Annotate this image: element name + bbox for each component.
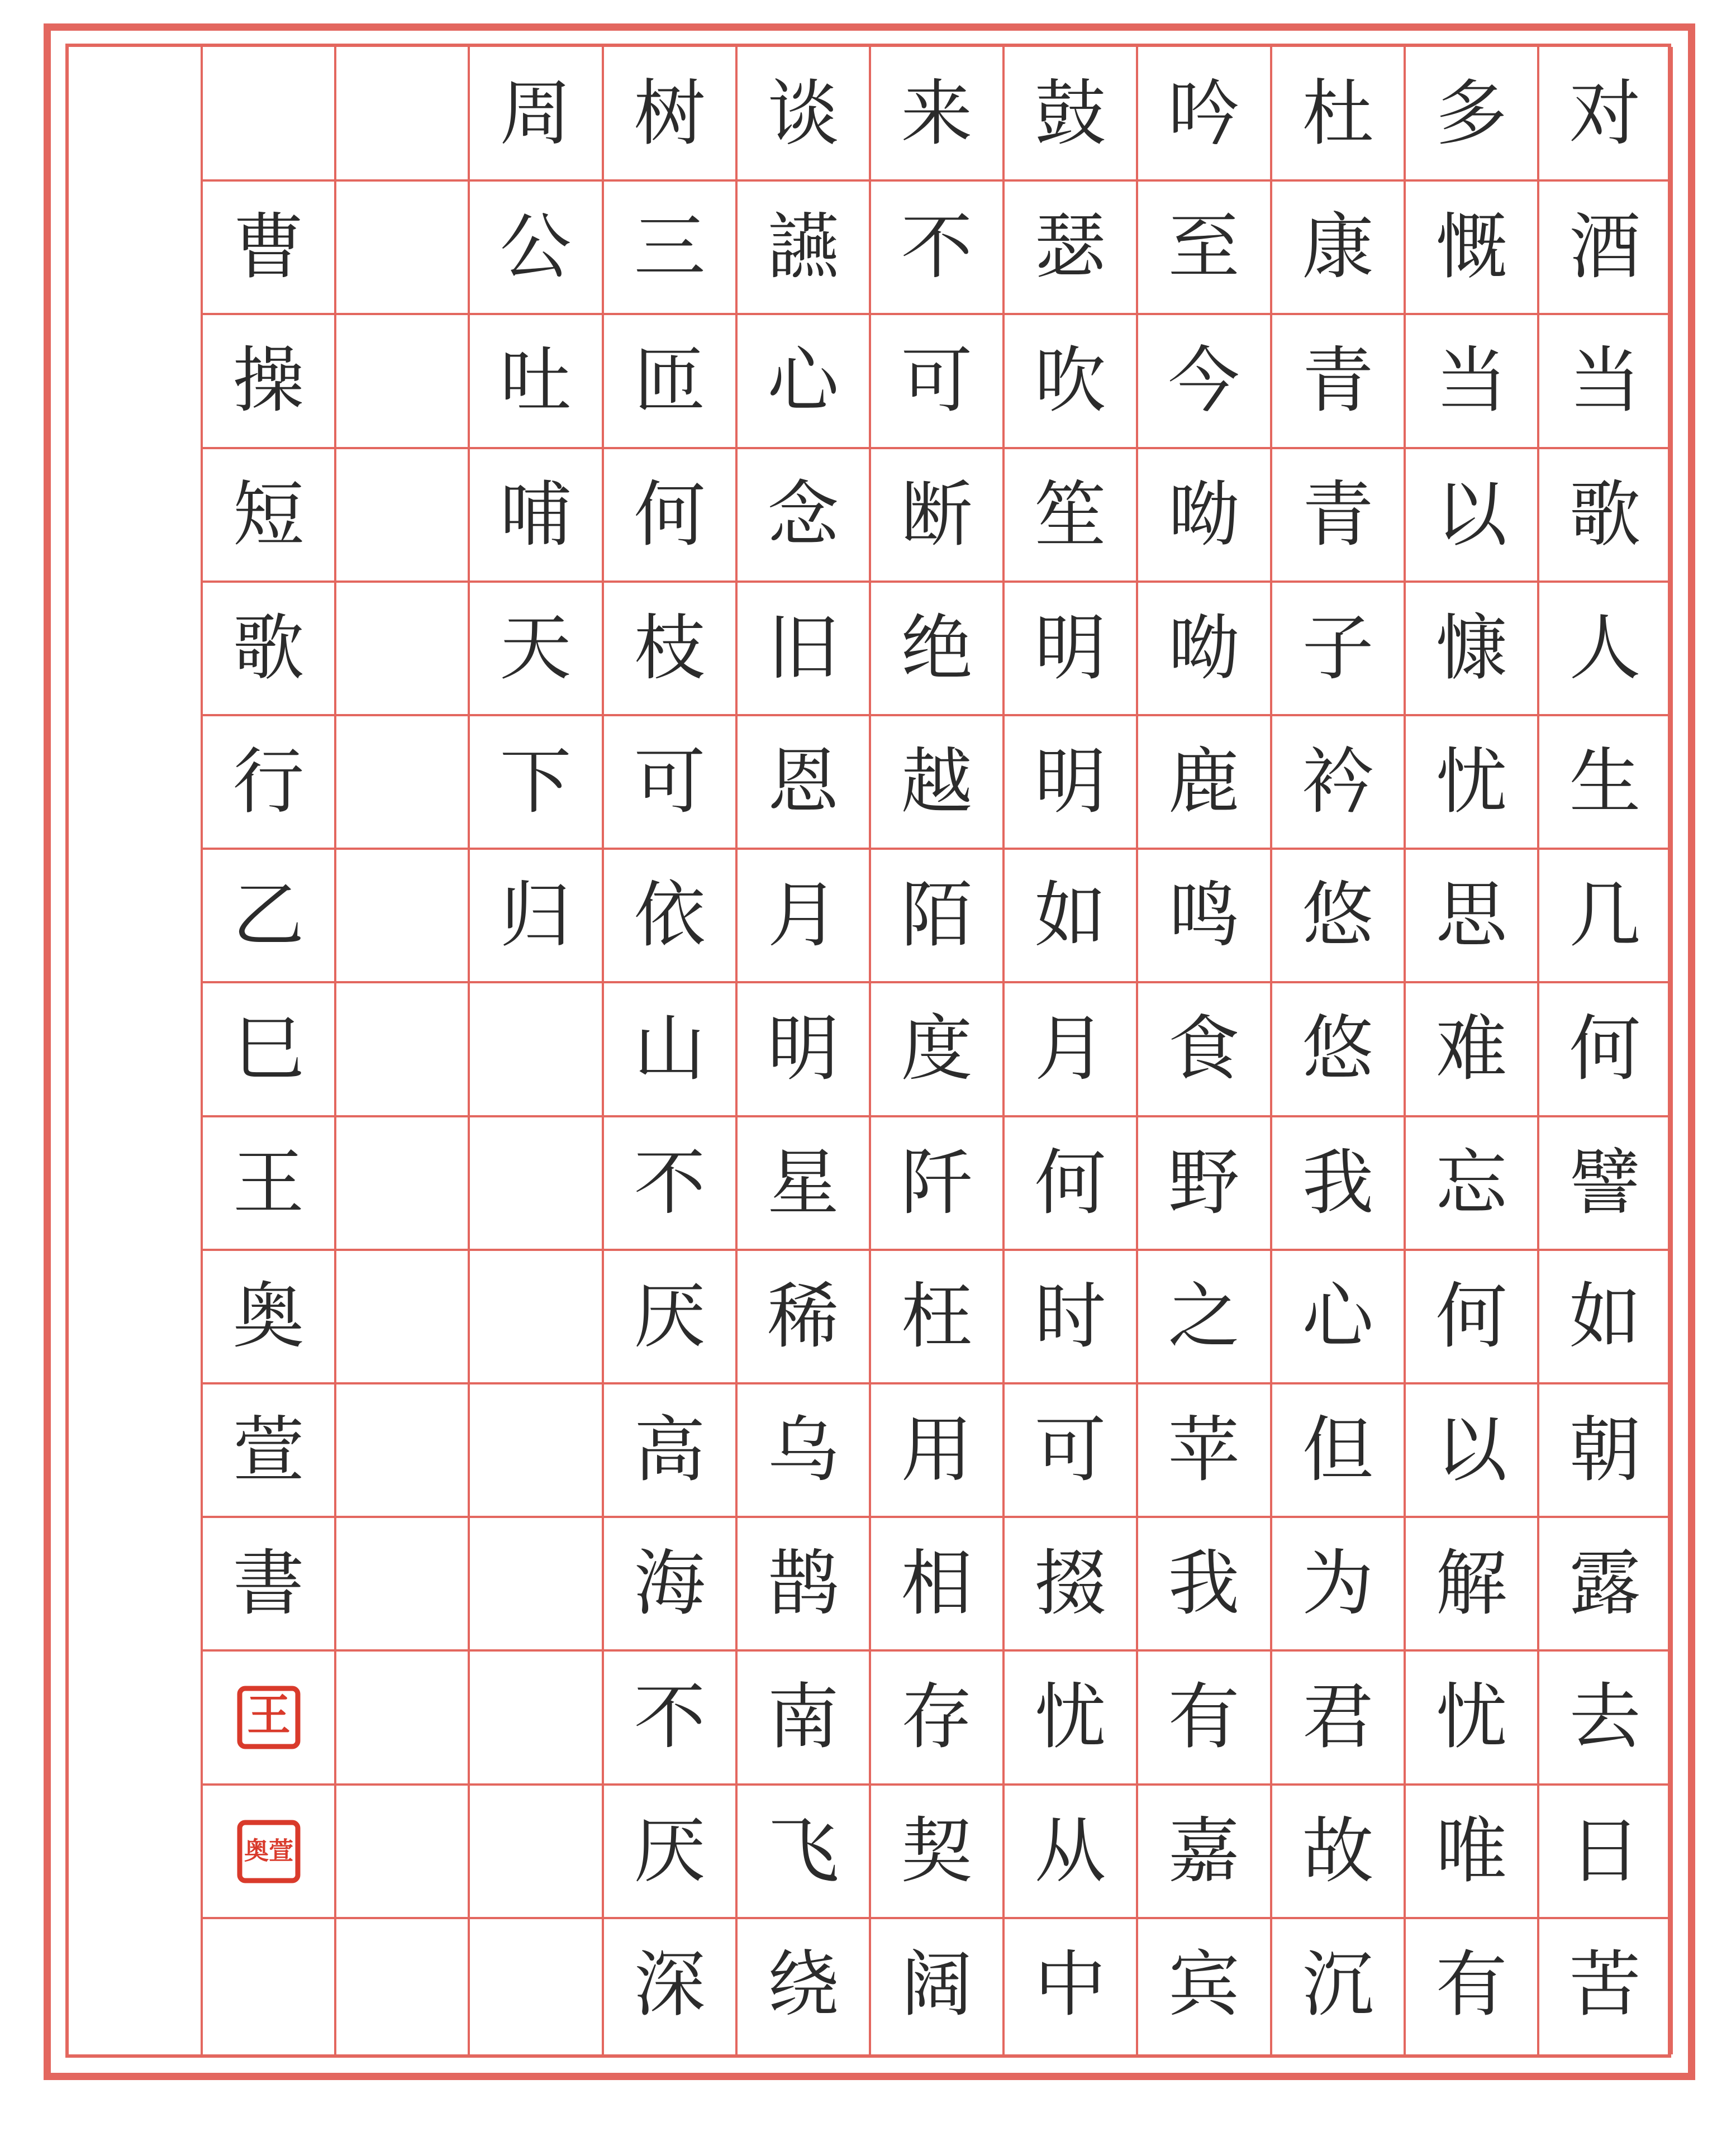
poem-character: 忧 xyxy=(1435,1675,1507,1759)
poem-character: 中 xyxy=(1034,1943,1106,2026)
poem-character: 对 xyxy=(1569,72,1641,155)
poem-column xyxy=(1137,47,1271,2054)
poem-character: 可 xyxy=(901,339,973,422)
poem-character: 念 xyxy=(767,473,839,556)
signature-character: 巳 xyxy=(232,1007,305,1091)
poem-character: 杜 xyxy=(1302,72,1374,155)
calligraphy-grid xyxy=(202,47,1668,2054)
poem-character: 酒 xyxy=(1569,205,1641,289)
poem-character: 吐 xyxy=(500,339,572,422)
poem-character: 鹊 xyxy=(767,1541,839,1625)
poem-character: 露 xyxy=(1569,1541,1641,1625)
poem-character: 鼓 xyxy=(1034,72,1106,155)
poem-character: 呦 xyxy=(1168,606,1240,690)
poem-character: 歌 xyxy=(1569,473,1641,556)
poem-character: 但 xyxy=(1302,1408,1374,1492)
poem-character: 我 xyxy=(1168,1541,1240,1625)
poem-character: 宾 xyxy=(1168,1943,1240,2026)
poem-character: 明 xyxy=(1034,740,1106,824)
poem-character: 何 xyxy=(634,473,706,556)
poem-character: 何 xyxy=(1435,1274,1507,1358)
poem-character: 至 xyxy=(1168,205,1240,289)
poem-character: 阡 xyxy=(901,1141,973,1225)
signature-character: 歌 xyxy=(232,606,305,690)
poem-column xyxy=(1538,47,1672,2054)
poem-character: 时 xyxy=(1034,1274,1106,1358)
poem-character: 笙 xyxy=(1034,473,1106,556)
poem-character: 从 xyxy=(1034,1809,1106,1893)
poem-character: 君 xyxy=(1302,1675,1374,1759)
poem-character: 不 xyxy=(634,1675,706,1759)
poem-character: 来 xyxy=(901,72,973,155)
signature-character: 萱 xyxy=(232,1408,305,1492)
poem-character: 今 xyxy=(1168,339,1240,422)
poem-character: 明 xyxy=(1034,606,1106,690)
poem-character: 天 xyxy=(500,606,572,690)
poem-character: 忧 xyxy=(1435,740,1507,824)
poem-character: 心 xyxy=(1302,1274,1374,1358)
poem-character: 苹 xyxy=(1168,1408,1240,1492)
poem-character: 飞 xyxy=(767,1809,839,1893)
poem-character: 匝 xyxy=(634,339,706,422)
signature-column xyxy=(202,47,335,2054)
poem-character: 不 xyxy=(634,1141,706,1225)
poem-character: 三 xyxy=(634,205,706,289)
name-seal-square xyxy=(202,1785,335,1918)
poem-character: 青 xyxy=(1302,339,1374,422)
poem-character: 解 xyxy=(1435,1541,1507,1625)
poem-character: 乌 xyxy=(767,1408,839,1492)
poem-character: 存 xyxy=(901,1675,973,1759)
poem-character: 思 xyxy=(1435,873,1507,957)
poem-column xyxy=(870,47,1003,2054)
poem-character: 青 xyxy=(1302,473,1374,556)
poem-character: 厌 xyxy=(634,1809,706,1893)
poem-character: 嘉 xyxy=(1168,1809,1240,1893)
poem-column xyxy=(1271,47,1405,2054)
poem-column xyxy=(736,47,870,2054)
poem-character: 归 xyxy=(500,873,572,957)
poem-character: 掇 xyxy=(1034,1541,1106,1625)
poem-character: 明 xyxy=(767,1007,839,1091)
poem-character: 可 xyxy=(1034,1408,1106,1492)
poem-character: 有 xyxy=(1435,1943,1507,2026)
poem-character: 何 xyxy=(1569,1007,1641,1091)
poem-character: 子 xyxy=(1302,606,1374,690)
poem-character: 用 xyxy=(901,1408,973,1492)
poem-character: 如 xyxy=(1034,873,1106,957)
poem-character: 日 xyxy=(1569,1809,1641,1893)
poem-character: 如 xyxy=(1569,1274,1641,1358)
poem-character: 鸣 xyxy=(1168,873,1240,957)
poem-character: 月 xyxy=(1034,1007,1106,1091)
poem-character: 当 xyxy=(1569,339,1641,422)
poem-character: 公 xyxy=(500,205,572,289)
signature-character: 書 xyxy=(232,1541,305,1625)
signature-character: 奥 xyxy=(232,1274,305,1358)
poem-character: 悠 xyxy=(1302,873,1374,957)
poem-character: 海 xyxy=(634,1541,706,1625)
poem-character: 可 xyxy=(634,740,706,824)
poem-character: 朝 xyxy=(1569,1408,1641,1492)
poem-character: 慷 xyxy=(1435,606,1507,690)
poem-character: 深 xyxy=(634,1943,706,2026)
poem-character: 去 xyxy=(1569,1675,1641,1759)
poem-character: 树 xyxy=(634,72,706,155)
name-seal-square-text: 奥萱 xyxy=(244,1836,293,1865)
poem-character: 南 xyxy=(767,1675,839,1759)
poem-character: 下 xyxy=(500,740,572,824)
poem-character: 星 xyxy=(767,1141,839,1225)
poem-character: 我 xyxy=(1302,1141,1374,1225)
poem-character: 月 xyxy=(767,873,839,957)
poem-character: 绝 xyxy=(901,606,973,690)
poem-character: 苦 xyxy=(1569,1943,1641,2026)
poem-character: 不 xyxy=(901,205,973,289)
poem-column xyxy=(1003,47,1137,2054)
poem-character: 旧 xyxy=(767,606,839,690)
poem-character: 食 xyxy=(1168,1007,1240,1091)
poem-character: 之 xyxy=(1168,1274,1240,1358)
poem-character: 断 xyxy=(901,473,973,556)
poem-column xyxy=(1405,47,1538,2054)
poem-character: 人 xyxy=(1569,606,1641,690)
poem-character: 吹 xyxy=(1034,339,1106,422)
poem-character: 心 xyxy=(767,339,839,422)
poem-character: 越 xyxy=(901,740,973,824)
poem-character: 稀 xyxy=(767,1274,839,1358)
poem-character: 鹿 xyxy=(1168,740,1240,824)
signature-character: 曹 xyxy=(232,205,305,289)
signature-character: 行 xyxy=(232,740,305,824)
signature-character: 王 xyxy=(232,1141,305,1225)
poem-character: 周 xyxy=(500,72,572,155)
poem-character: 故 xyxy=(1302,1809,1374,1893)
poem-character: 谈 xyxy=(767,72,839,155)
poem-character: 相 xyxy=(901,1541,973,1625)
poem-column xyxy=(469,47,602,2054)
poem-character: 枉 xyxy=(901,1274,973,1358)
poem-character: 为 xyxy=(1302,1541,1374,1625)
signature-character: 短 xyxy=(232,473,305,556)
poem-character: 当 xyxy=(1435,339,1507,422)
poem-character: 何 xyxy=(1034,1141,1106,1225)
poem-character: 厌 xyxy=(634,1274,706,1358)
signature-character: 操 xyxy=(232,339,305,422)
poem-character: 生 xyxy=(1569,740,1641,824)
signature-character: 乙 xyxy=(232,873,305,957)
poem-character: 吟 xyxy=(1168,72,1240,155)
poem-character: 讌 xyxy=(767,205,839,289)
poem-character: 忘 xyxy=(1435,1141,1507,1225)
poem-character: 多 xyxy=(1435,72,1507,155)
poem-character: 枝 xyxy=(634,606,706,690)
poem-character: 以 xyxy=(1435,473,1507,556)
poem-column xyxy=(603,47,736,2054)
poem-character: 沉 xyxy=(1302,1943,1374,2026)
poem-character: 以 xyxy=(1435,1408,1507,1492)
poem-character: 唯 xyxy=(1435,1809,1507,1893)
poem-character: 陌 xyxy=(901,873,973,957)
name-seal xyxy=(202,1650,335,1784)
poem-character: 绕 xyxy=(767,1943,839,2026)
poem-character: 呦 xyxy=(1168,473,1240,556)
name-seal-text: 王 xyxy=(246,1690,291,1740)
poem-character: 有 xyxy=(1168,1675,1240,1759)
poem-character: 忧 xyxy=(1034,1675,1106,1759)
poem-character: 山 xyxy=(634,1007,706,1091)
poem-character: 契 xyxy=(901,1809,973,1893)
poem-character: 阔 xyxy=(901,1943,973,2026)
poem-character: 几 xyxy=(1569,873,1641,957)
poem-character: 依 xyxy=(634,873,706,957)
poem-character: 度 xyxy=(901,1007,973,1091)
poem-character: 恩 xyxy=(767,740,839,824)
poem-character: 衿 xyxy=(1302,740,1374,824)
poem-character: 瑟 xyxy=(1034,205,1106,289)
poem-character: 悠 xyxy=(1302,1007,1374,1091)
poem-character: 野 xyxy=(1168,1141,1240,1225)
poem-character: 难 xyxy=(1435,1007,1507,1091)
poem-character: 高 xyxy=(634,1408,706,1492)
poem-character: 康 xyxy=(1302,205,1374,289)
poem-character: 譬 xyxy=(1569,1141,1641,1225)
poem-character: 哺 xyxy=(500,473,572,556)
poem-character: 慨 xyxy=(1435,205,1507,289)
